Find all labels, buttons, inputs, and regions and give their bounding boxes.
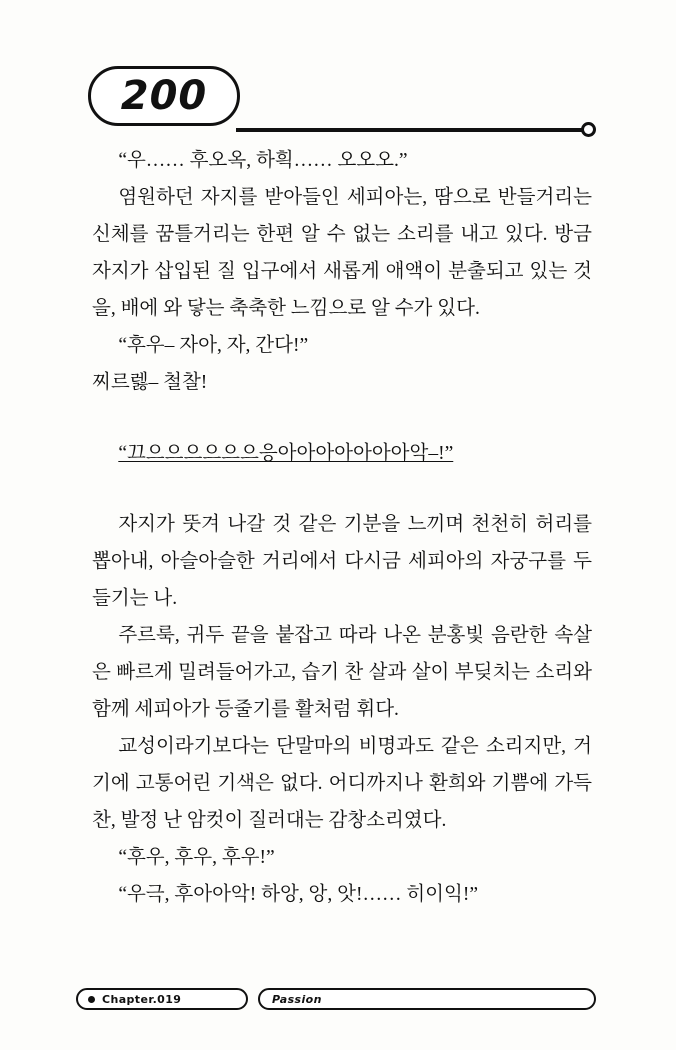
- paragraph: 자지가 뚯겨 나갈 것 같은 기분을 느끼며 천천히 허리를 뽑아내, 아슬아슬한 거리에서 다시금 세피아의 자궁구를 두들기는 나.: [92, 514, 592, 609]
- paragraph-spacer: [92, 472, 592, 506]
- bullet-icon: [88, 996, 95, 1003]
- paragraph: “우…… 후오옥, 하흭…… 오오오.”: [118, 150, 408, 171]
- paragraph: 교성이라기보다는 단말마의 비명과도 같은 소리지만, 거기에 고통어린 기색은 없다. 어디까지나 환희와 기쁨에 가득 찬, 발정 난 암컷이 질러대는 감창소리였다.: [92, 736, 592, 831]
- footer-tag-label: Passion: [272, 992, 322, 1006]
- footer-chapter-badge: [76, 988, 248, 1010]
- paragraph: 찌르렗– 철찰!: [92, 372, 208, 393]
- paragraph-emphasized: “끄으으으으으으응아아아아아아아악–!”: [118, 443, 454, 464]
- paragraph: 주르룩, 귀두 끝을 붙잡고 따라 나온 분홍빛 음란한 속살은 빠르게 밀려들어가고, 습기 찬 살과 살이 부딪치는 소리와 함께 세피아가 등줄기를 활처럼 휘다.: [92, 625, 592, 720]
- header-end-dot-icon: [581, 122, 596, 137]
- header-rule: [236, 128, 588, 132]
- page-header: [0, 58, 676, 138]
- footer-tag-badge: [258, 988, 596, 1010]
- paragraph: 염원하던 자지를 받아들인 세피아는, 땀으로 반들거리는 신체를 꿈틀거리는 한편 알 수 없는 소리를 내고 있다. 방금 자지가 삽입된 질 입구에서 새롭게 애액이 분출되고 있는 것을, 배에 와 닿는 축축한 느낌으로 알 수가 있다.: [92, 187, 592, 319]
- page-number-bubble: [88, 66, 240, 126]
- paragraph: “후우, 후우, 후우!”: [118, 847, 275, 868]
- paragraph: “우극, 후아아악! 하앙, 앙, 앗!…… 히이익!”: [118, 884, 478, 905]
- page-footer: [0, 988, 676, 1012]
- paragraph: “후우– 자아, 자, 간다!”: [118, 335, 309, 356]
- page-number: 200: [120, 73, 208, 119]
- body-text: [92, 142, 592, 913]
- paragraph-spacer: [92, 401, 592, 435]
- footer-chapter-label: Chapter.019: [102, 992, 182, 1006]
